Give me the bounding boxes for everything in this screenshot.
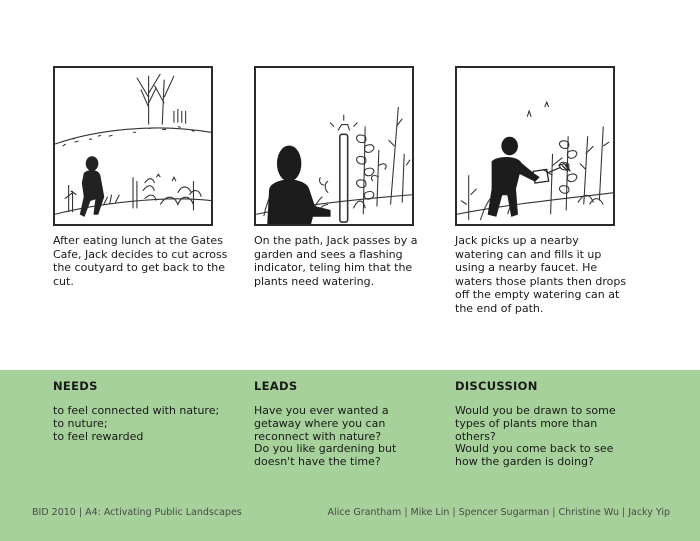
panel-3-caption: Jack picks up a nearby watering can and fills it up using a nearby faucet. He waters those plants then drops off the empty watering can at the end of path.: [455, 234, 627, 315]
needs-item: to feel rewarded: [53, 429, 144, 443]
needs-item: to feel connected with nature;: [53, 404, 220, 417]
needs-item: to nuture;: [53, 416, 108, 430]
leads-list: [254, 405, 404, 469]
leads-heading: LEADS: [254, 379, 298, 393]
needs-list: [53, 405, 233, 443]
leads-item: Have you ever wanted a getaway where you can reconnect with nature?: [254, 404, 389, 443]
storyboard-panel-1: [53, 66, 213, 226]
sketch-watering-plants: [457, 68, 613, 224]
discussion-item: Would you come back to see how the garden is doing?: [455, 442, 614, 469]
sketch-cut-across-courtyard: [55, 68, 211, 224]
panel-1-caption: After eating lunch at the Gates Cafe, Jack decides to cut across the coutyard to get back to the cut.: [53, 234, 228, 288]
storyboard-panel-3: [455, 66, 615, 226]
sketch-flashing-indicator: [256, 68, 412, 224]
storyboard-panel-2: [254, 66, 414, 226]
panel-2-caption: On the path, Jack passes by a garden and sees a flashing indicator, teling him that the plants need watering.: [254, 234, 418, 288]
authors-footer: Alice Grantham | Mike Lin | Spencer Sugarman | Christine Wu | Jacky Yip: [327, 507, 670, 518]
leads-item: Do you like gardening but doesn't have the time?: [254, 442, 397, 469]
discussion-heading: DISCUSSION: [455, 379, 538, 393]
needs-heading: NEEDS: [53, 379, 98, 393]
course-footer: BID 2010 | A4: Activating Public Landscapes: [32, 507, 242, 518]
discussion-list: [455, 405, 620, 469]
discussion-item: Would you be drawn to some types of plants more than others?: [455, 404, 616, 443]
